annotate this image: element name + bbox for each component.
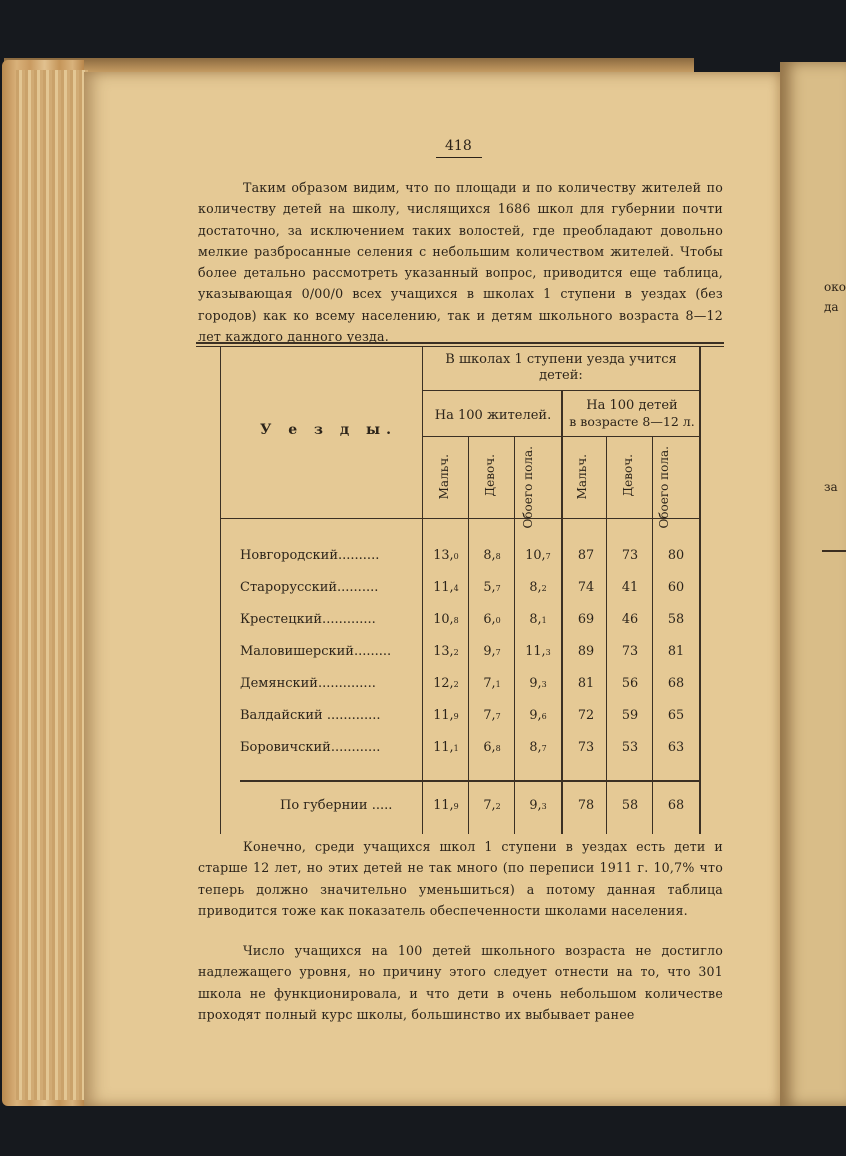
table-row-cell: 6,8 — [483, 740, 501, 755]
col-sep — [652, 436, 653, 834]
table-row-name: Валдайский ............. — [240, 708, 381, 723]
next-page-fragment: за — [824, 480, 838, 494]
header-uezdy: У е з д ы. — [260, 422, 397, 438]
header-bottom-rule — [220, 518, 700, 519]
group-separator — [561, 390, 563, 834]
table-row-cell: 53 — [621, 740, 639, 755]
total-row-cell: 68 — [667, 798, 685, 813]
table-row-cell: 8,2 — [529, 580, 547, 595]
total-row-cell: 78 — [577, 798, 595, 813]
table-row-cell: 74 — [577, 580, 595, 595]
table-row-name: Боровичский............ — [240, 740, 381, 755]
table-row-cell: 10,8 — [433, 612, 459, 627]
table-row-cell: 69 — [577, 612, 595, 627]
table-row-cell: 7,1 — [483, 676, 501, 691]
col-sep — [514, 436, 515, 834]
table-row-cell: 11,1 — [433, 740, 459, 755]
paragraph-intro: Таким образом видим, что по площади и по количеству жителей по количеству детей на школу, числящихся 1686 школ для губернии почти достаточно, за исключением таких волостей, где преобладают довольно мелкие разбросанные селения с небольшим количеством жителей. Чтобы более детально рассмотреть указанный вопрос, приводится еще таблица, указывающая 0/00/0 всех учащихся в школах 1 ступени в уездах (без городов) как ко всему населению, так и детям школьного возраста 8—12 лет каждого данного уезда. — [198, 180, 723, 345]
header-rule-2 — [422, 436, 700, 437]
table-top-rule-2 — [196, 346, 724, 347]
total-row-name: По губернии ..... — [280, 798, 393, 813]
paragraph-age-note: Конечно, среди учащихся школ 1 ступени в уездах есть дети и старше 12 лет, но этих детей не так много (по переписи 1911 г. 10,7% что теперь должно значительно уменьшиться) а потому данная таблица приводится тоже как показатель обеспеченности школами населения. — [198, 839, 723, 918]
table-row-cell: 87 — [577, 548, 595, 563]
total-row-cell: 7,2 — [483, 798, 501, 813]
table-row-name: Маловишерский......... — [240, 644, 392, 659]
table-row-cell: 46 — [621, 612, 639, 627]
statistics-table — [196, 340, 724, 834]
table-row-cell: 11,4 — [433, 580, 459, 595]
header-group-per-100-residents: На 100 жителей. — [434, 408, 552, 423]
header-group-per-100-children-1: На 100 детей — [586, 398, 678, 413]
table-row-cell: 13,2 — [433, 644, 459, 659]
table-row-name: Демянский.............. — [240, 676, 376, 691]
table-row-cell: 73 — [621, 548, 639, 563]
table-row-cell: 8,7 — [529, 740, 547, 755]
col-sep — [606, 436, 607, 834]
table-row-cell: 73 — [621, 644, 639, 659]
table-row-cell: 8,8 — [483, 548, 501, 563]
table-row-cell: 11,9 — [433, 708, 459, 723]
table-row-cell: 12,2 — [433, 676, 459, 691]
table-row-cell: 9,3 — [529, 676, 547, 691]
header-boys: Мальч. — [437, 454, 451, 500]
next-page-fragment: око — [824, 280, 846, 294]
next-page-fragment: да — [824, 300, 839, 314]
table-row-cell: 5,7 — [483, 580, 501, 595]
book-top-edge — [4, 58, 694, 72]
table-row-cell: 41 — [621, 580, 639, 595]
total-row-cell: 58 — [621, 798, 639, 813]
col-sep — [468, 436, 469, 834]
table-row-cell: 68 — [667, 676, 685, 691]
table-row-cell: 65 — [667, 708, 685, 723]
header-main: В школах 1 ступени уезда учится детей: — [445, 352, 677, 383]
table-row-cell: 8,1 — [529, 612, 547, 627]
table-row-cell: 89 — [577, 644, 595, 659]
table-row-cell: 73 — [577, 740, 595, 755]
paragraph-conclusion: Число учащихся на 100 детей школьного возраста не достигло надлежащего уровня, но причину этого следует отнести на то, что 301 школа не функционировала, и что дети в очень небольшом количестве проходят полный курс школы, большинство их выбывает ранее — [198, 943, 723, 1022]
table-row-cell: 58 — [667, 612, 685, 627]
total-row-cell: 11,9 — [433, 798, 459, 813]
header-girls: Девоч. — [483, 454, 497, 497]
table-row-name: Крестецкий............. — [240, 612, 376, 627]
table-row-cell: 9,7 — [483, 644, 501, 659]
table-row-cell: 81 — [577, 676, 595, 691]
page-number-underline — [436, 157, 482, 158]
table-row-cell: 72 — [577, 708, 595, 723]
table-left-border — [220, 346, 221, 834]
header-both: Обоего пола. — [521, 446, 535, 529]
header-group-per-100-children-2: в возрасте 8—12 л. — [569, 414, 695, 429]
header-girls: Девоч. — [621, 454, 635, 497]
header-boys: Мальч. — [575, 454, 589, 500]
total-rule — [240, 780, 700, 782]
table-row-cell: 81 — [667, 644, 685, 659]
table-row-cell: 63 — [667, 740, 685, 755]
next-page — [780, 62, 846, 1106]
col-separator-uezd — [422, 346, 423, 834]
header-both: Обоего пола. — [657, 446, 671, 529]
page-stack — [16, 70, 88, 1100]
total-row-cell: 9,3 — [529, 798, 547, 813]
table-row-cell: 80 — [667, 548, 685, 563]
table-row-name: Новгородский.......... — [240, 548, 380, 563]
table-row-cell: 56 — [621, 676, 639, 691]
table-row-cell: 6,0 — [483, 612, 501, 627]
table-row-cell: 11,3 — [525, 644, 551, 659]
table-row-name: Старорусский.......... — [240, 580, 379, 595]
table-row-cell: 60 — [667, 580, 685, 595]
table-row-cell: 59 — [621, 708, 639, 723]
page-number: 418 — [445, 138, 472, 154]
table-row-cell: 13,0 — [433, 548, 459, 563]
next-page-rule — [822, 550, 846, 552]
table-row-cell: 9,6 — [529, 708, 547, 723]
table-row-cell: 10,7 — [525, 548, 551, 563]
table-top-rule — [196, 342, 724, 344]
table-row-cell: 7,7 — [483, 708, 501, 723]
